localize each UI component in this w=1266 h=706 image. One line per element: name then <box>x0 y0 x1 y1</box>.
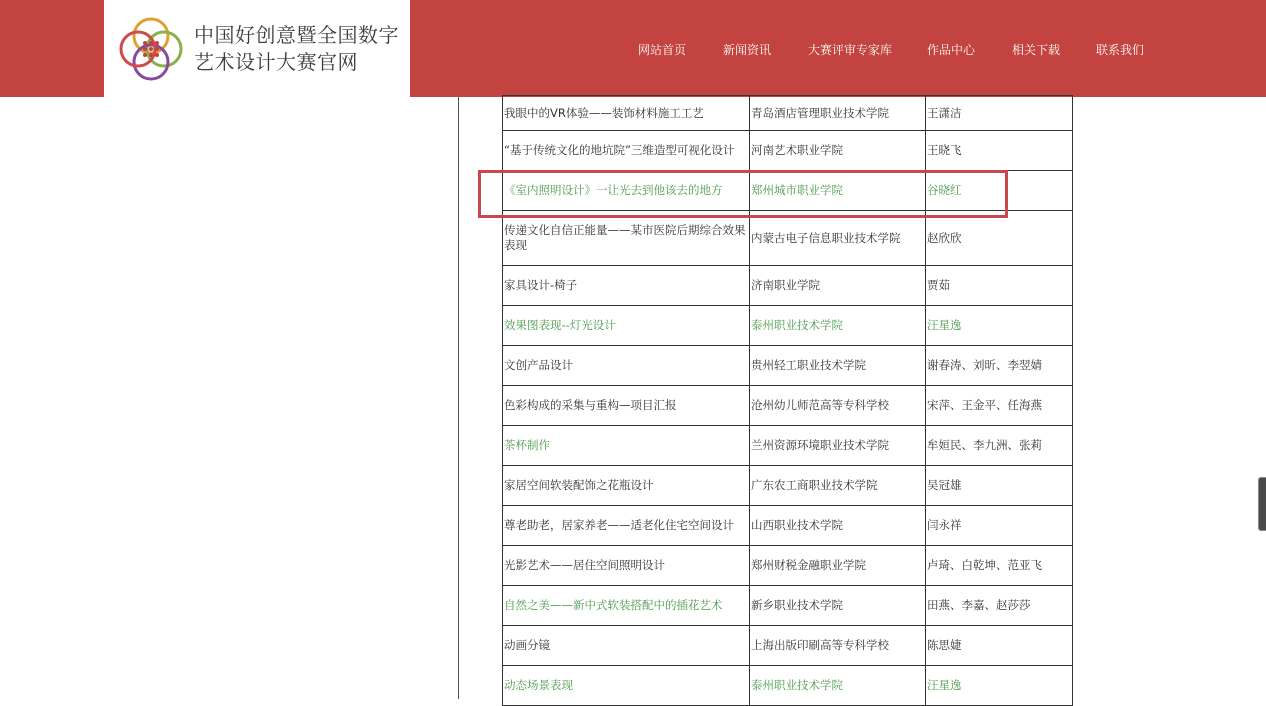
table-row[interactable] <box>503 666 1073 706</box>
work-title-cell[interactable]: 文创产品设计 <box>503 346 750 386</box>
nav-news[interactable]: 新闻资讯 <box>723 43 772 57</box>
school-cell: 贵州轻工职业技术学院 <box>750 346 926 386</box>
author-cell: 宋萍、王金平、任海燕 <box>926 386 1073 426</box>
author-cell: 谷晓红 <box>926 171 1073 211</box>
school-cell: 兰州资源环境职业技术学院 <box>750 426 926 466</box>
logo-emblem-icon <box>116 14 186 84</box>
school-cell: 郑州财税金融职业学院 <box>750 546 926 586</box>
table-row[interactable] <box>503 306 1073 346</box>
side-scroll-widget[interactable] <box>1258 477 1266 531</box>
work-title-cell[interactable]: 家居空间软装配饰之花瓶设计 <box>503 466 750 506</box>
work-title-cell[interactable]: 《室内照明设计》一让光去到他该去的地方 <box>503 171 750 211</box>
author-cell: 卢琦、白乾坤、范亚飞 <box>926 546 1073 586</box>
author-cell: 汪星逸 <box>926 666 1073 706</box>
table-row[interactable] <box>503 546 1073 586</box>
table-row[interactable] <box>503 426 1073 466</box>
author-cell: 赵欣欣 <box>926 211 1073 266</box>
school-cell: 内蒙古电子信息职业技术学院 <box>750 211 926 266</box>
table-row[interactable] <box>503 626 1073 666</box>
school-cell: 河南艺术职业学院 <box>750 131 926 171</box>
table-row[interactable] <box>503 96 1073 131</box>
author-cell: 吴冠雄 <box>926 466 1073 506</box>
author-cell: 闫永祥 <box>926 506 1073 546</box>
work-title-cell[interactable]: 动态场景表现 <box>503 666 750 706</box>
work-title-cell[interactable]: 动画分镜 <box>503 626 750 666</box>
school-cell: 广东农工商职业技术学院 <box>750 466 926 506</box>
work-title-cell[interactable]: “基于传统文化的地坑院”三维造型可视化设计 <box>503 131 750 171</box>
author-cell: 王晓飞 <box>926 131 1073 171</box>
table-row[interactable] <box>503 131 1073 171</box>
work-title-cell[interactable]: 家具设计-椅子 <box>503 266 750 306</box>
site-title-line2: 艺术设计大赛官网 <box>194 50 358 74</box>
site-header <box>0 0 1266 97</box>
table-row[interactable] <box>503 506 1073 546</box>
work-title-cell[interactable]: 尊老助老，居家养老——适老化住宅空间设计 <box>503 506 750 546</box>
nav-experts[interactable]: 大赛评审专家库 <box>808 43 893 57</box>
school-cell: 上海出版印刷高等专科学校 <box>750 626 926 666</box>
school-cell: 济南职业学院 <box>750 266 926 306</box>
site-logo[interactable] <box>104 0 410 97</box>
author-cell: 王潇洁 <box>926 96 1073 131</box>
school-cell: 新乡职业技术学院 <box>750 586 926 626</box>
work-title-cell[interactable]: 自然之美——新中式软装搭配中的插花艺术 <box>503 586 750 626</box>
school-cell: 山西职业技术学院 <box>750 506 926 546</box>
author-cell: 谢春涛、刘昕、李翌婧 <box>926 346 1073 386</box>
works-table <box>502 95 1073 706</box>
work-title-cell[interactable]: 效果图表现--灯光设计 <box>503 306 750 346</box>
work-title-cell[interactable]: 茶杯制作 <box>503 426 750 466</box>
author-cell: 汪星逸 <box>926 306 1073 346</box>
school-cell: 泰州职业技术学院 <box>750 306 926 346</box>
table-row[interactable] <box>503 346 1073 386</box>
work-title-cell[interactable]: 我眼中的VR体验——装饰材料施工工艺 <box>503 96 750 131</box>
author-cell: 陈思婕 <box>926 626 1073 666</box>
school-cell: 沧州幼儿师范高等专科学校 <box>750 386 926 426</box>
table-row[interactable] <box>503 586 1073 626</box>
school-cell: 郑州城市职业学院 <box>750 171 926 211</box>
work-title-cell[interactable]: 传递文化自信正能量——某市医院后期综合效果表现 <box>503 211 750 266</box>
table-row[interactable] <box>503 171 1073 211</box>
table-row[interactable] <box>503 386 1073 426</box>
school-cell: 青岛酒店管理职业技术学院 <box>750 96 926 131</box>
author-cell: 田燕、李嘉、赵莎莎 <box>926 586 1073 626</box>
author-cell: 牟姮民、李九洲、张莉 <box>926 426 1073 466</box>
table-row[interactable] <box>503 466 1073 506</box>
nav-home[interactable]: 网站首页 <box>638 43 687 57</box>
site-title-line1: 中国好创意暨全国数字 <box>194 23 399 47</box>
work-title-cell[interactable]: 色彩构成的采集与重构—项目汇报 <box>503 386 750 426</box>
site-title <box>194 22 406 76</box>
nav-downloads[interactable]: 相关下载 <box>1012 43 1061 57</box>
table-row[interactable] <box>503 266 1073 306</box>
table-row[interactable] <box>503 211 1073 266</box>
school-cell: 泰州职业技术学院 <box>750 666 926 706</box>
author-cell: 贾茹 <box>926 266 1073 306</box>
nav-works[interactable]: 作品中心 <box>927 43 976 57</box>
nav-contact[interactable]: 联系我们 <box>1096 43 1145 57</box>
work-title-cell[interactable]: 光影艺术——居住空间照明设计 <box>503 546 750 586</box>
